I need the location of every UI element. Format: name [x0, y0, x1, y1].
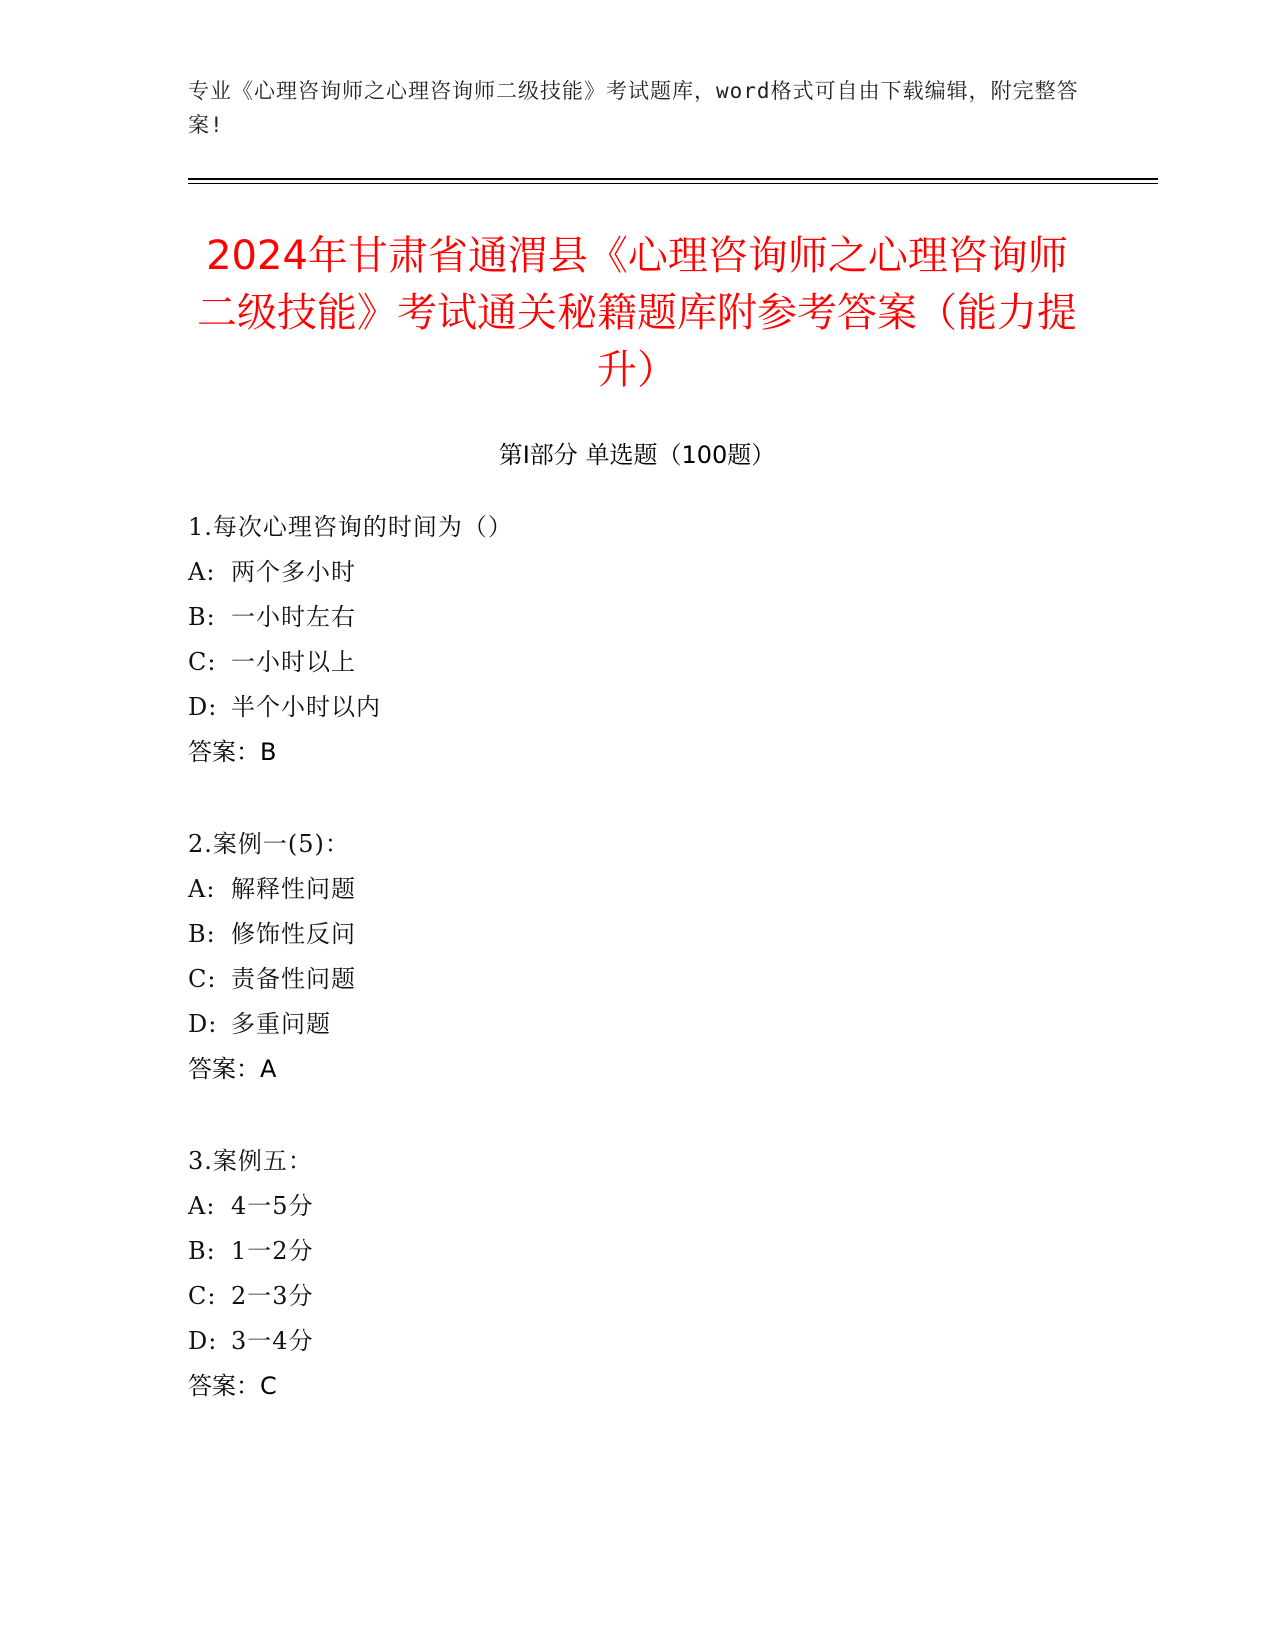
answer-line: [188, 730, 888, 775]
option-c: [188, 640, 888, 685]
answer-value: B: [260, 738, 277, 766]
option-text: 1一2分: [231, 1237, 314, 1265]
answer-label: 答案：: [188, 1055, 260, 1083]
option-text: 修饰性反问: [231, 920, 356, 948]
option-text: 2一3分: [231, 1282, 314, 1310]
question-3: [188, 1139, 888, 1409]
option-text: 多重问题: [231, 1010, 331, 1038]
option-key: B:: [188, 603, 216, 631]
option-text: 一小时以上: [231, 648, 356, 676]
option-d: [188, 1002, 888, 1047]
option-a: [188, 867, 888, 912]
question-1: [188, 505, 888, 775]
option-key: B:: [188, 1237, 216, 1265]
answer-value: C: [260, 1372, 277, 1400]
option-d: [188, 685, 888, 730]
option-key: D:: [188, 693, 218, 721]
header-note: 专业《心理咨询师之心理咨询师二级技能》考试题库，word格式可自由下载编辑，附完整答案!: [188, 79, 1079, 137]
option-key: A:: [188, 1192, 216, 1220]
option-c: [188, 957, 888, 1002]
option-text: 3一4分: [231, 1327, 314, 1355]
answer-line: [188, 1364, 888, 1409]
option-key: B:: [188, 920, 216, 948]
option-c: [188, 1274, 888, 1319]
option-text: 责备性问题: [231, 965, 356, 993]
answer-line: [188, 1047, 888, 1092]
option-text: 半个小时以内: [231, 693, 381, 721]
question-stem: 3.案例五：: [188, 1147, 313, 1175]
option-text: 一小时左右: [231, 603, 356, 631]
option-b: [188, 595, 888, 640]
option-text: 两个多小时: [231, 558, 356, 586]
header-divider-thin: [188, 183, 1158, 184]
document-title: 2024年甘肃省通渭县《心理咨询师之心理咨询师二级技能》考试通关秘籍题库附参考答案（能力提升）: [197, 233, 1077, 393]
option-b: [188, 912, 888, 957]
option-key: D:: [188, 1010, 218, 1038]
question-2: [188, 822, 888, 1092]
question-stem: 2.案例一(5)：: [188, 830, 350, 858]
option-key: A:: [188, 875, 216, 903]
answer-label: 答案：: [188, 738, 260, 766]
option-key: A:: [188, 558, 216, 586]
section-heading: 第Ⅰ部分 单选题（100题）: [498, 441, 776, 469]
option-b: [188, 1229, 888, 1274]
option-text: 解释性问题: [231, 875, 356, 903]
option-key: C:: [188, 965, 217, 993]
answer-value: A: [260, 1055, 277, 1083]
answer-label: 答案：: [188, 1372, 260, 1400]
option-text: 4一5分: [231, 1192, 314, 1220]
option-key: C:: [188, 1282, 217, 1310]
option-key: C:: [188, 648, 217, 676]
option-a: [188, 1184, 888, 1229]
option-a: [188, 550, 888, 595]
question-stem: 1.每次心理咨询的时间为（）: [188, 513, 513, 541]
option-d: [188, 1319, 888, 1364]
header-divider-thick: [188, 178, 1158, 180]
option-key: D:: [188, 1327, 218, 1355]
